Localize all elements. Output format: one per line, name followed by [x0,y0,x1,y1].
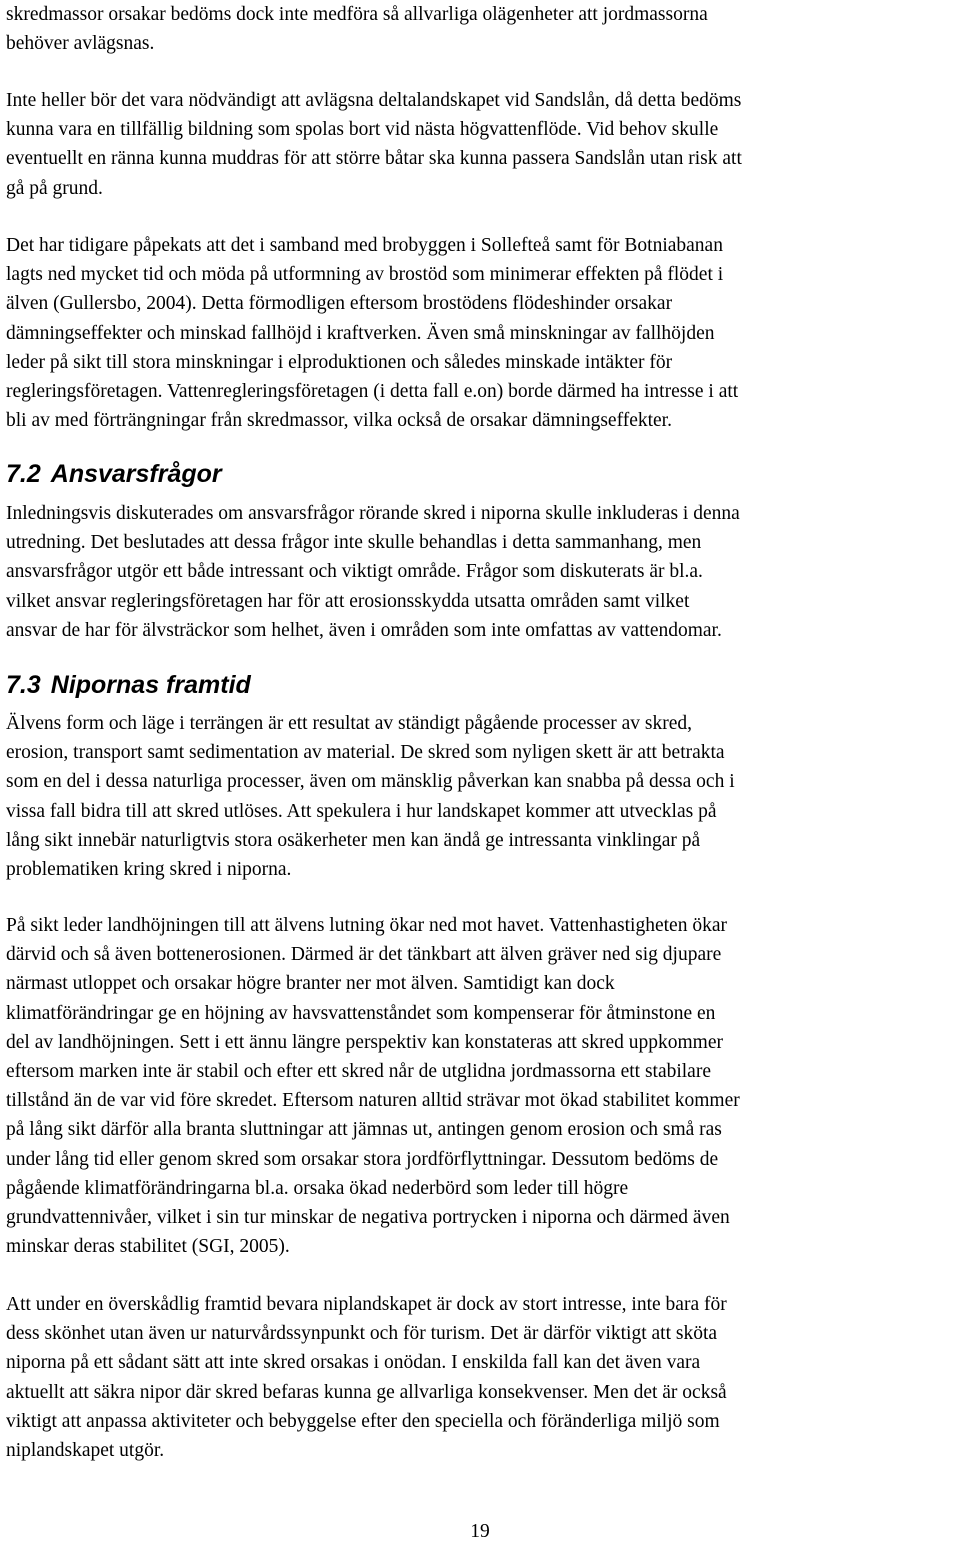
text-line: bli av med förträngningar från skredmassor, vilka också de orsakar dämningseffekter. [6,410,672,432]
section-heading-7-2 [6,459,222,489]
text-line: utredning. Det beslutades att dessa frågor inte skulle behandlas i detta sammanhang, men [6,532,702,554]
text-line: problematiken kring skred i niporna. [6,859,292,881]
paragraph-nipornas-framtid-2 [6,911,740,1261]
text-line: älven (Gullersbo, 2004). Detta förmodligen eftersom brostödens flödeshinder orsakar [6,293,673,315]
text-line: kunna vara en tillfällig bildning som spolas bort vid nästa högvattenflöde. Vid behov skulle [6,119,719,141]
text-line: eftersom marken inte är stabil och efter ett skred når de utglidna jordmassorna ett stabilare [6,1061,711,1083]
text-line: klimatförändringar ge en höjning av havsvattenståndet som kompenserar för åtminstone en [6,1002,716,1024]
continued-paragraph [6,0,708,58]
text-line: viktigt att anpassa aktiviteter och bebyggelse efter den speciella och föränderliga miljö som [6,1410,720,1432]
text-line: Att under en överskådlig framtid bevara niplandskapet är dock av stort intresse, inte bara för [6,1294,727,1315]
text-line: dess skönhet utan även ur naturvårdssynpunkt och för turism. Det är därför viktigt att sköta [6,1323,718,1345]
text-line: därvid och så även bottenerosionen. Därmed är det tänkbart att älven gräver ned sig djupare [6,944,722,966]
text-line: Älvens form och läge i terrängen är ett resultat av ständigt pågående processer av skred, [6,713,693,734]
text-line: leder på sikt till stora minskningar i elproduktionen och således minskade intäkter för [6,351,673,373]
section-heading-7-3 [6,670,251,700]
text-line: regleringsföretagen. Vattenregleringsföretagen (i detta fall e.on) borde därmed ha intresse i att [6,381,739,403]
text-line: pågående klimatförändringarna bl.a. orsaka ökad nederbörd som leder till högre [6,1177,629,1199]
text-line: eventuellt en ränna kunna muddras för att större båtar ska kunna passera Sandslån utan risk att [6,148,742,170]
paragraph-deltaland [6,86,742,203]
text-line: dämningseffekter och minskad fallhöjd i kraftverken. Även små minskningar av fallhöjden [6,322,715,344]
text-line: gå på grund. [6,177,103,199]
text-line: vissa fall bidra till att skred utlöses. Att spekulera i hur landskapet kommer att utvecklas på [6,800,717,822]
text-line: ansvarsfrågor utgör ett både intressant och viktigt område. Frågor som diskuterats är bl.a. [6,561,703,583]
text-line: under lång tid eller genom skred som orsakar stora jordförflyttningar. Dessutom bedöms de [6,1148,719,1170]
text-line: niporna på ett sådant sätt att inte skred orsakas i onödan. I enskilda fall kan det även vara [6,1352,701,1374]
paragraph-nipornas-framtid-3 [6,1290,727,1465]
text-line: vilket ansvar regleringsföretagen har för att erosionsskydda utsatta områden samt vilket [6,590,690,612]
page-number: 19 [470,1521,490,1542]
text-line: närmast utloppet och orsakar högre branter ner mot älven. Samtidigt kan dock [6,973,615,995]
text-line: minskar deras stabilitet (SGI, 2005). [6,1236,290,1258]
text-line: Inte heller bör det vara nödvändigt att avlägsna deltalandskapet vid Sandslån, då detta bedöms [6,90,742,111]
text-line: skredmassor orsakar bedöms dock inte medföra så allvarliga olägenheter att jordmassorna [6,4,708,25]
paragraph-nipornas-framtid-1 [6,709,735,884]
text-line: aktuellt att säkra nipor där skred befaras kunna ge allvarliga konsekvenser. Men det är också [6,1381,727,1403]
text-line: som en del i dessa naturliga processer, även om mänsklig påverkan kan snabba på dessa och i [6,771,735,793]
paragraph-ansvarsfragor [6,499,740,645]
text-line: tillstånd än de var vid före skredet. Eftersom naturen alltid strävar mot ökad stabilitet kommer [6,1090,740,1112]
text-line: behöver avlägsnas. [6,33,155,55]
section-title: Ansvarsfrågor [50,460,222,488]
text-line: grundvattennivåer, vilket i sin tur minskar de negativa portrycken i niporna och därmed även [6,1207,730,1229]
section-number: 7.2 [6,460,41,488]
section-title: Nipornas framtid [50,671,251,699]
text-line: Inledningsvis diskuterades om ansvarsfrågor rörande skred i niporna skulle inkluderas i denna [6,503,740,524]
text-line: del av landhöjningen. Sett i ett ännu längre perspektiv kan konstateras att skred uppkommer [6,1031,723,1053]
paragraph-brobyggen [6,231,738,435]
text-line: På sikt leder landhöjningen till att älvens lutning ökar ned mot havet. Vattenhastigheten ökar [6,915,727,936]
text-line: niplandskapet utgör. [6,1440,165,1462]
text-line: erosion, transport samt sedimentation av material. De skred som nyligen skett är att betrakta [6,742,725,764]
text-line: på lång sikt därför alla branta sluttningar att jämnas ut, antingen genom erosion och små ras [6,1119,722,1141]
section-number: 7.3 [6,671,41,699]
text-line: lagts ned mycket tid och möda på utformning av brostöd som minimerar effekten på flödet i [6,264,724,286]
text-line: Det har tidigare påpekats att det i samband med brobyggen i Sollefteå samt för Botniabanan [6,235,723,256]
text-line: lång sikt innebär naturligtvis stora osäkerheter men kan ändå ge intressanta vinklingar på [6,829,701,851]
text-line: ansvar de har för älvsträckor som helhet, även i områden som inte omfattas av vattendomar. [6,619,722,641]
